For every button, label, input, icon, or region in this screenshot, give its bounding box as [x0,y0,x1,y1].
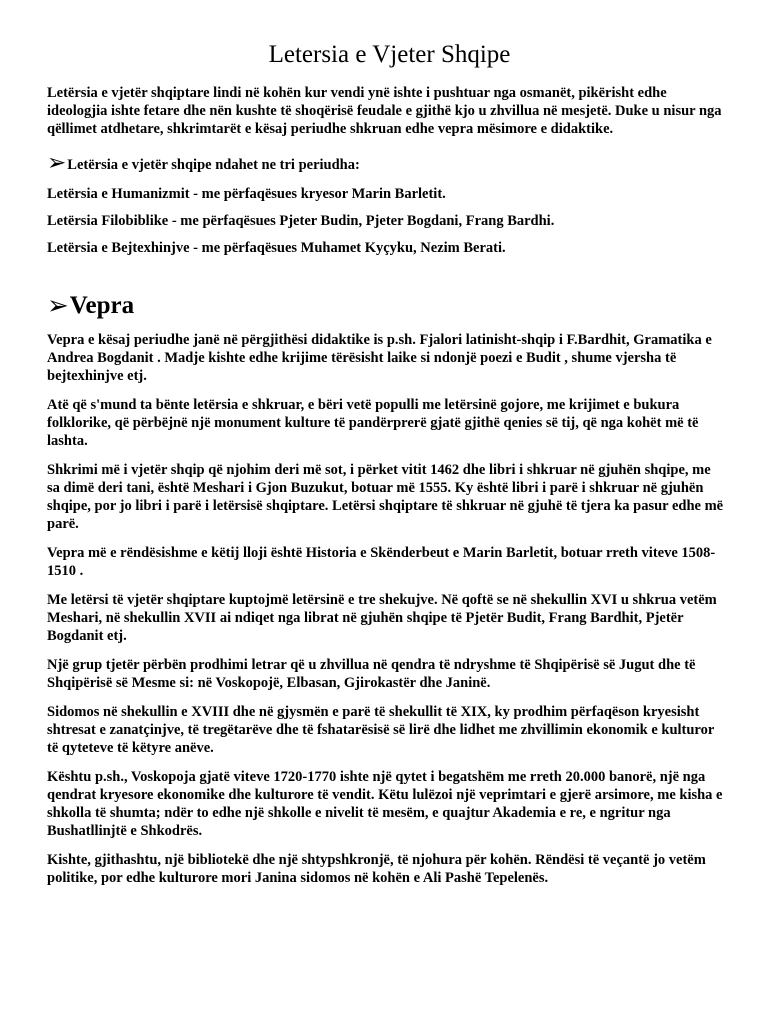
paragraph: Vepra e kësaj periudhe janë në përgjithësi didaktike is p.sh. Fjalori latinisht-shqip i F.Bardhit, Gramatika e Andrea Bogdanit . Madje kishte edhe krijime tërësisht laike si ndonjë poezi e Budit , shume vjersha të bejtexhinjve etj. [47,332,712,384]
paragraph: Vepra më e rëndësishme e këtij lloji është Historia e Skënderbeut e Marin Barletit, botuar rreth viteve 1508-1510 . [47,545,716,579]
period-item-bejtexhinj: Letërsia e Bejtexhinjve - me përfaqësues Muhamet Kyçyku, Nezim Berati. [47,240,506,256]
section-heading-vepra [47,291,727,321]
periods-intro-text: Letërsia e vjetër shqipe ndahet ne tri periudha: [67,157,360,173]
paragraph: Shkrimi më i vjetër shqip që njohim deri më sot, i përket vitit 1462 dhe libri i shkruar në gjuhën shqipe, me sa dimë deri tani, është Meshari i Gjon Buzukut, botuar më 1555. Ky është libri i parë i shkruar në gjuhën shqipe, por jo libri i parë i letërsisë shqiptare. Letërsi shqiptare të shkruar në gjuhë të tjera ka pasur edhe më parë. [47,462,724,532]
arrow-bullet-icon: ➢ [47,150,67,175]
intro-paragraph: Letërsia e vjetër shqiptare lindi në kohën kur vendi ynë ishte i pushtuar nga osmanët, pikërisht edhe ideologjia ishte fetare dhe nën kushte të shoqërisë feudale e gjithë kjo u zhvillua në mesjetë. Duke u nisur nga qëllimet atdhetare, shkrimtarët e kësaj periudhe shkruan edhe vepra mësimore e didaktike. [47,85,722,137]
paragraph: Me letërsi të vjetër shqiptare kuptojmë letërsinë e tre shekujve. Në qoftë se në shekullin XVI u shkrua vetëm Meshari, në shekullin XVII ai ndiqet nga librat në gjuhën shqipe të Pjetër Budit, Frang Bardhit, Pjetër Bogdanit etj. [47,592,717,644]
paragraph: Sidomos në shekullin e XVIII dhe në gjysmën e parë të shekullit të XIX, ky prodhim përfaqëson kryesisht shtresat e zanatçinjve, të tregëtarëve dhe të fshatarësisë së lirë dhe lidhet me zhvillimin ekonomik e kulturor të qyteteve të këtyre anëve. [47,704,715,756]
paragraph: Kishte, gjithashtu, një bibliotekë dhe një shtypshkronjë, të njohura për kohën. Rëndësi të veçantë jo vetëm politike, por edhe kulturore mori Janina sidomos në kohën e Ali Pashë Tepelenës. [47,852,706,886]
section-title: Vepra [69,292,135,319]
paragraph: Kështu p.sh., Voskopoja gjatë viteve 1720-1770 ishte një qytet i begatshëm me rreth 20.000 banorë, një nga qendrat kryesore ekonomike dhe kulturore të vendit. Këtu lulëzoi një veprimtari e gjerë arsimore, me kisha e shkolla të shumta; ndër to edhe një shkolle e nivelit të mesëm, e quajtur Akademia e re, e ngritur nga Bushatllinjtë e Shkodrës. [47,769,723,839]
arrow-bullet-icon: ➢ [47,291,69,320]
periods-heading [47,152,727,174]
paragraph: Atë që s'mund ta bënte letërsia e shkruar, e bëri vetë populli me letërsinë gojore, me krijimet e bukura folklorike, që përbëjnë një monument kulture të pandërprerë gjatë gjithë qenies së tij, që nga kohët më të lashta. [47,397,699,449]
paragraph: Një grup tjetër përbën prodhimi letrar që u zhvillua në qendra të ndryshme të Shqipërisë së Jugut dhe të Shqipërisë së Mesme si: në Voskopojë, Elbasan, Gjirokastër dhe Janinë. [47,657,696,691]
document-page [47,40,727,898]
period-item-filobiblike: Letërsia Filobiblike - me përfaqësues Pjeter Budin, Pjeter Bogdani, Frang Bardhi. [47,213,555,229]
period-item-humanism: Letërsia e Humanizmit - me përfaqësues kryesor Marin Barletit. [47,186,446,202]
document-title: Letersia e Vjeter Shqipe [268,41,511,68]
